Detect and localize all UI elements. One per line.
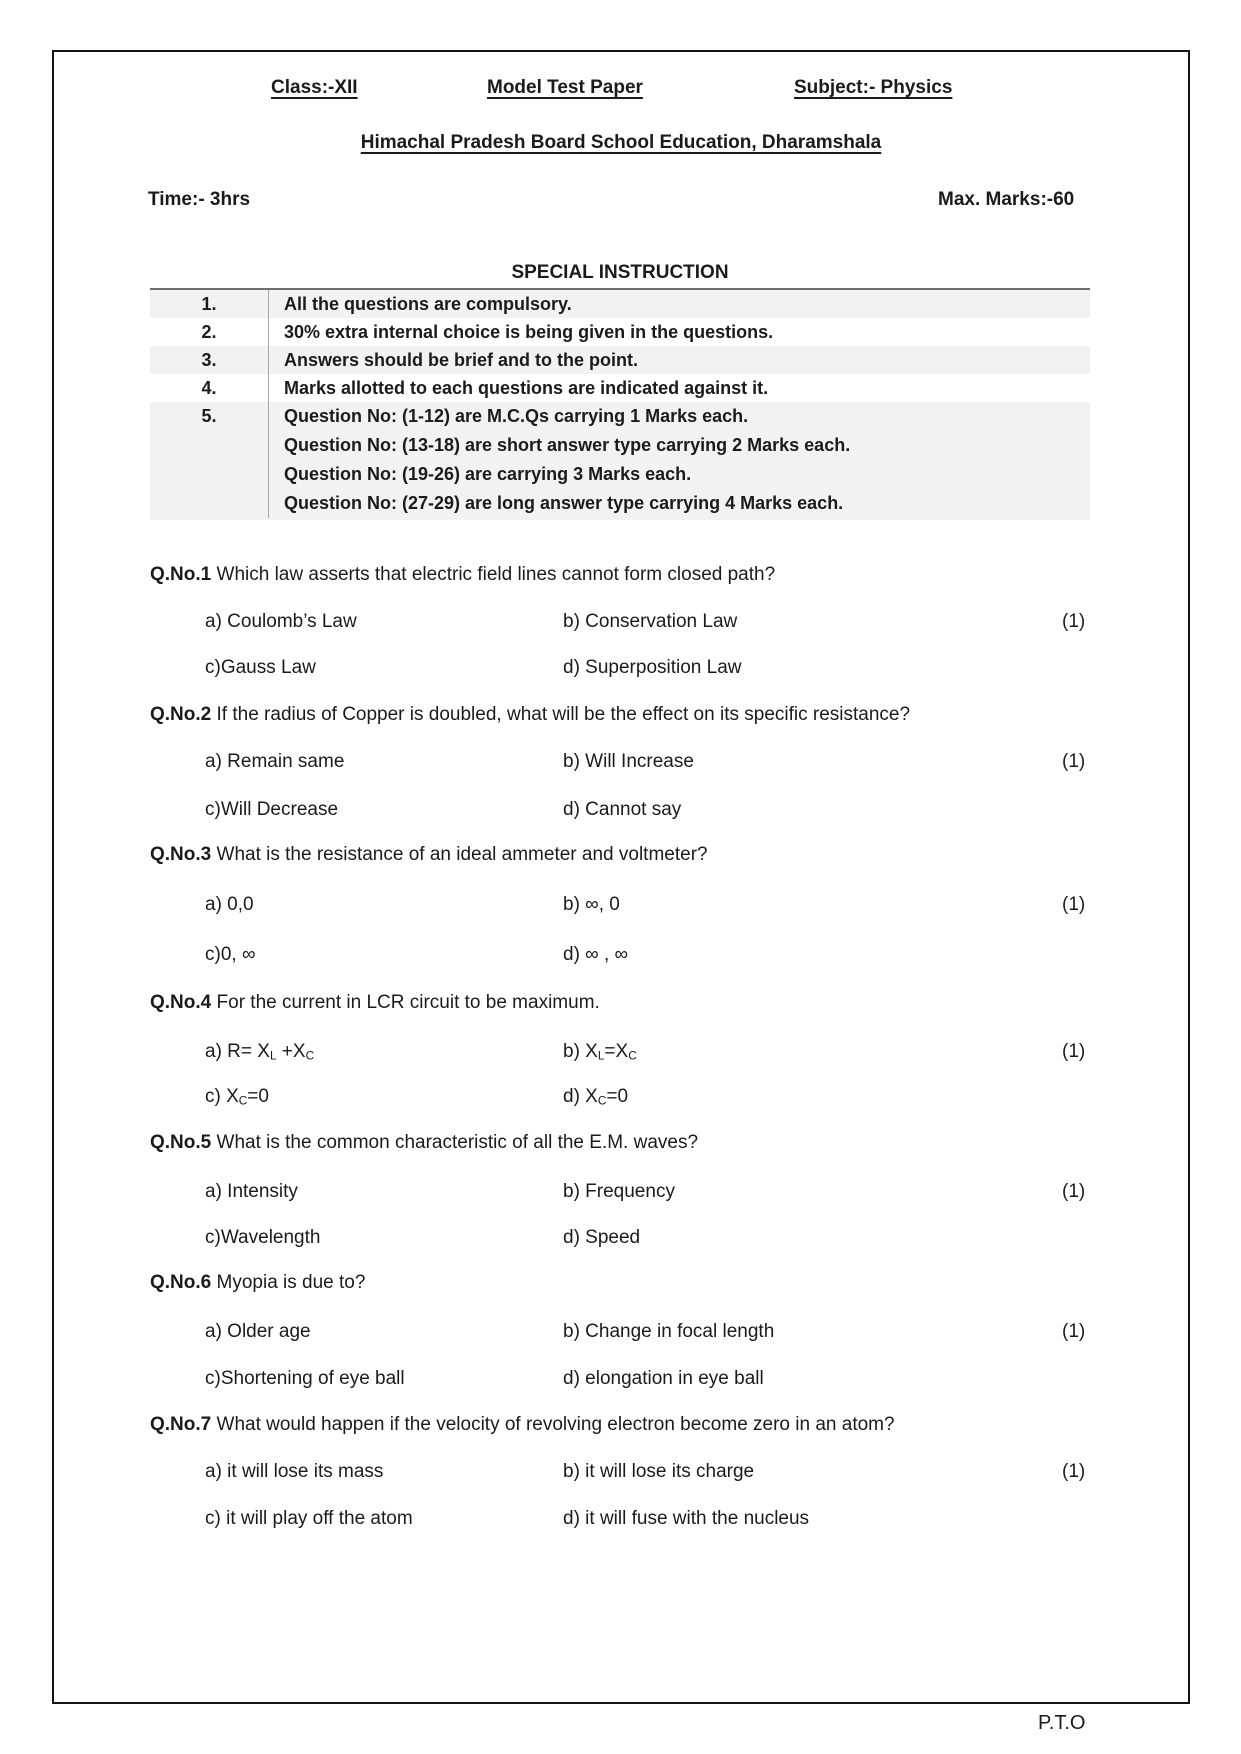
instruction-number: 1. — [150, 290, 269, 318]
instruction-text: Answers should be brief and to the point. — [284, 350, 639, 370]
question-3 — [150, 843, 708, 867]
question-6-number: Q.No.6 — [150, 1272, 212, 1293]
question-5-text: What is the common characteristic of all the E.M. waves? — [216, 1132, 699, 1153]
question-7-marks: (1) — [1062, 1461, 1086, 1482]
question-7-option-d: d) it will fuse with the nucleus — [563, 1508, 810, 1529]
question-2-option-b: b) Will Increase — [563, 751, 694, 772]
question-6-option-a: a) Older age — [205, 1321, 311, 1342]
question-1-text: Which law asserts that electric field lines cannot form closed path? — [216, 564, 776, 585]
max-marks-label: Max. Marks:-60 — [938, 189, 1075, 210]
question-5-option-c: c)Wavelength — [205, 1227, 321, 1248]
pto-label: P.T.O — [1038, 1712, 1086, 1734]
instruction-row — [150, 374, 1090, 402]
instruction-line: Question No: (19-26) are carrying 3 Marks each. — [284, 464, 692, 484]
question-6-marks: (1) — [1062, 1321, 1086, 1342]
question-2 — [150, 703, 910, 727]
question-6 — [150, 1271, 365, 1295]
question-4 — [150, 991, 600, 1015]
subject-label: Subject:- Physics — [794, 77, 953, 98]
question-7-number: Q.No.7 — [150, 1414, 212, 1435]
instruction-text: Marks allotted to each questions are indicated against it. — [284, 378, 769, 398]
instruction-number: 5. — [150, 402, 269, 518]
question-1-option-a: a) Coulomb’s Law — [205, 611, 357, 632]
instruction-number: 2. — [150, 318, 269, 346]
question-3-text: What is the resistance of an ideal ammeter and voltmeter? — [216, 844, 708, 865]
question-2-option-d: d) Cannot say — [563, 799, 682, 820]
question-1-option-c: c)Gauss Law — [205, 657, 316, 678]
question-4-option-a: a) $R= X_L +X_C$ — [205, 1041, 315, 1063]
paper-title: Model Test Paper — [487, 77, 643, 98]
instruction-text — [269, 402, 850, 518]
instruction-row — [150, 346, 1090, 374]
question-4-option-c: c) $X_C=0$ — [205, 1086, 269, 1108]
question-2-marks: (1) — [1062, 751, 1086, 772]
instruction-text: All the questions are compulsory. — [284, 294, 572, 314]
instruction-text: 30% extra internal choice is being given in the questions. — [284, 322, 774, 342]
question-3-number: Q.No.3 — [150, 844, 212, 865]
question-3-option-c: c)0, ∞ — [205, 944, 256, 965]
instruction-line: Question No: (27-29) are long answer type carrying 4 Marks each. — [284, 493, 844, 513]
question-6-option-b: b) Change in focal length — [563, 1321, 775, 1342]
question-6-option-c: c)Shortening of eye ball — [205, 1368, 405, 1389]
class-label: Class:-XII — [271, 77, 358, 98]
question-1-number: Q.No.1 — [150, 564, 212, 585]
question-1 — [150, 563, 775, 587]
question-5-option-a: a) Intensity — [205, 1181, 298, 1202]
question-1-option-b: b) Conservation Law — [563, 611, 738, 632]
question-2-text: If the radius of Copper is doubled, what will be the effect on its specific resistance? — [216, 704, 911, 725]
question-3-marks: (1) — [1062, 894, 1086, 915]
question-2-option-a: a) Remain same — [205, 751, 345, 772]
question-4-option-b: b) $X_L=X_C$ — [563, 1041, 637, 1063]
question-5-number: Q.No.5 — [150, 1132, 212, 1153]
time-label: Time:- 3hrs — [148, 189, 251, 210]
question-3-option-d: d) ∞ , ∞ — [563, 944, 629, 965]
question-5-option-b: b) Frequency — [563, 1181, 675, 1202]
question-2-option-c: c)Will Decrease — [205, 799, 339, 820]
question-5-option-d: d) Speed — [563, 1227, 641, 1248]
question-4-marks: (1) — [1062, 1041, 1086, 1062]
question-7-option-b: b) it will lose its charge — [563, 1461, 755, 1482]
instruction-number: 3. — [150, 346, 269, 374]
instruction-row — [150, 318, 1090, 346]
instruction-row — [150, 402, 1090, 520]
question-1-option-d: d) Superposition Law — [563, 657, 742, 678]
question-2-number: Q.No.2 — [150, 704, 212, 725]
question-7 — [150, 1413, 895, 1437]
question-7-option-a: a) it will lose its mass — [205, 1461, 384, 1482]
question-5 — [150, 1131, 698, 1155]
question-7-text: What would happen if the velocity of revolving electron become zero in an atom? — [216, 1414, 895, 1435]
question-4-option-d: d) $X_C=0$ — [563, 1086, 629, 1108]
question-3-option-a: a) 0,0 — [205, 894, 254, 915]
instructions-table — [150, 288, 1090, 520]
question-4-text: For the current in LCR circuit to be maximum. — [216, 992, 600, 1013]
question-4-number: Q.No.4 — [150, 992, 212, 1013]
question-5-marks: (1) — [1062, 1181, 1086, 1202]
question-3-option-b: b) ∞, 0 — [563, 894, 620, 915]
instructions-title: SPECIAL INSTRUCTION — [511, 262, 729, 283]
board-title: Himachal Pradesh Board School Education, Dharamshala — [360, 132, 882, 153]
question-7-option-c: c) it will play off the atom — [205, 1508, 413, 1529]
question-1-marks: (1) — [1062, 611, 1086, 632]
question-6-option-d: d) elongation in eye ball — [563, 1368, 764, 1389]
instruction-line: Question No: (13-18) are short answer type carrying 2 Marks each. — [284, 435, 851, 455]
instruction-row — [150, 290, 1090, 318]
instruction-line: Question No: (1-12) are M.C.Qs carrying 1 Marks each. — [284, 406, 749, 426]
question-6-text: Myopia is due to? — [216, 1272, 366, 1293]
instruction-number: 4. — [150, 374, 269, 402]
